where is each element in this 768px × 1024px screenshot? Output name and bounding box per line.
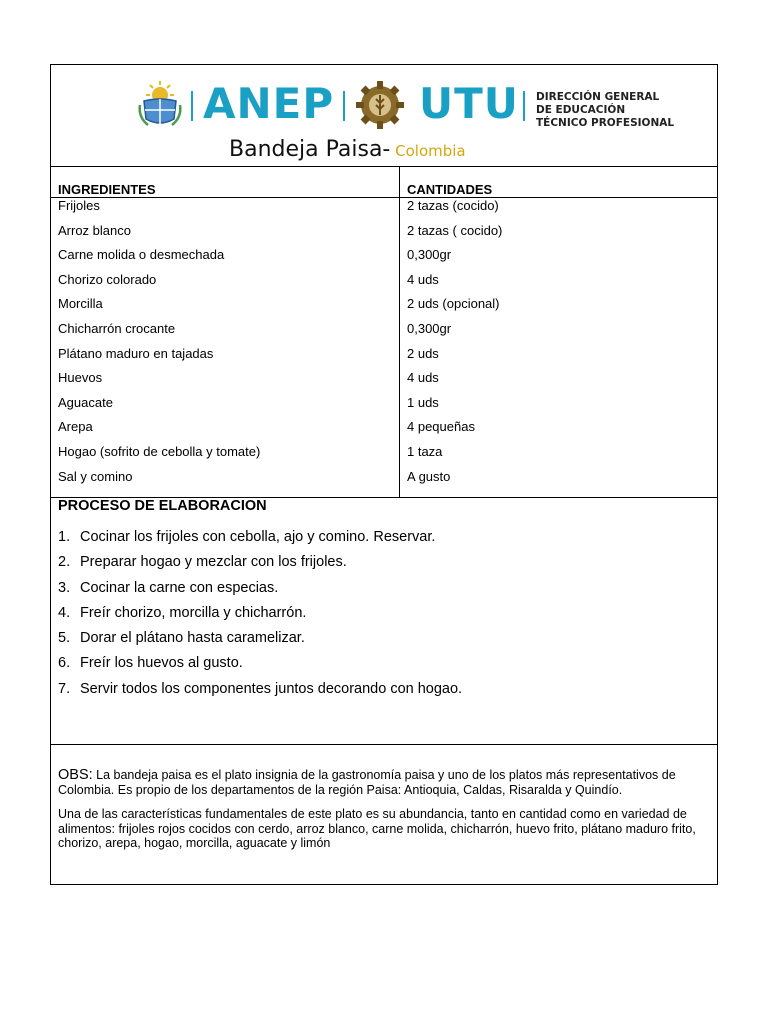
ingredient-row [51, 198, 717, 222]
ingredient-quantity: 2 uds (opcional) [407, 296, 500, 312]
step-text: Dorar el plátano hasta caramelizar. [80, 630, 305, 647]
ingredients-table [51, 166, 717, 498]
ingredient-row [51, 419, 717, 443]
step-text: Freír chorizo, morcilla y chicharrón. [80, 604, 307, 621]
logo-bar [136, 79, 676, 131]
obs-text: La bandeja paisa es el plato insignia de la gastronomía paisa y uno de los platos más representativos de Colombia. Es propio de los departamentos de la región Paisa: Antioquia, Caldas, Risaralda y Quindío. [58, 768, 676, 797]
ingredient-quantity: 2 uds [407, 345, 439, 361]
process-section [51, 497, 717, 745]
ingredient-row [51, 370, 717, 394]
ingredient-quantity: 2 tazas (cocido) [407, 198, 499, 213]
ingredient-quantity: A gusto [407, 468, 451, 484]
ingredient-name: Carne molida o desmechada [58, 247, 225, 263]
utu-logo-text: UTU [419, 79, 519, 128]
step-text: Freír los huevos al gusto. [80, 655, 243, 672]
ingredient-name: Arroz blanco [58, 222, 131, 238]
ingredients-header: INGREDIENTES [58, 182, 156, 197]
process-step [58, 655, 462, 680]
ingredient-name: Huevos [58, 370, 103, 386]
ingredient-row [51, 272, 717, 296]
ingredient-row [51, 395, 717, 419]
logo-separator [523, 91, 525, 121]
recipe-document [50, 64, 718, 885]
step-number: 5. [58, 630, 71, 647]
ingredient-name: Morcilla [58, 296, 103, 312]
recipe-country: Colombia [390, 142, 466, 160]
utu-emblem-icon [350, 79, 410, 131]
observation-paragraph: Una de las características fundamentales de este plato es su abundancia, tanto en cantidad como en variedad de alimentos: frijoles rojos cocidos con cerdo, arroz blanco, carne molida, chicharrón, huevo frito, plátano maduro frito, chorizo, arepa, hogao, morcilla, aguacate y limón [58, 807, 696, 850]
process-step [58, 605, 462, 630]
ingredient-quantity: 4 uds [407, 271, 439, 287]
logo-separator [343, 91, 345, 121]
institution-line: TÉCNICO PROFESIONAL [536, 117, 675, 129]
ingredient-quantity: 0,300gr [407, 321, 452, 336]
step-text: Preparar hogao y mezclar con los frijoles. [80, 554, 347, 571]
step-text: Cocinar los frijoles con cebolla, ajo y comino. Reservar. [80, 529, 436, 545]
step-number: 4. [58, 604, 71, 621]
ingredient-name: Frijoles [58, 198, 100, 213]
ingredient-name: Sal y comino [58, 468, 133, 484]
process-steps [58, 529, 462, 706]
observation-paragraph [58, 768, 708, 797]
ingredient-row [51, 223, 717, 247]
ingredient-row [51, 296, 717, 320]
ingredient-quantity: 0,300gr [407, 247, 452, 263]
ingredient-quantity: 4 uds [407, 370, 439, 386]
ingredient-name: Chicharrón crocante [58, 321, 176, 336]
ingredient-name: Hogao (sofrito de cebolla y tomate) [58, 444, 261, 459]
step-number: 3. [58, 579, 71, 596]
process-step [58, 681, 462, 706]
ingredient-row [51, 346, 717, 370]
process-step [58, 580, 462, 605]
ingredient-row [51, 321, 717, 345]
institution-name [536, 91, 674, 130]
ingredient-quantity: 1 uds [407, 394, 439, 410]
institution-line: DIRECCIÓN GENERAL [536, 91, 660, 103]
ingredient-row [51, 247, 717, 271]
ingredient-quantity: 1 taza [407, 444, 443, 459]
step-number: 7. [58, 680, 71, 697]
ingredient-name: Chorizo colorado [58, 271, 157, 287]
ingredient-row [51, 469, 717, 493]
recipe-title [229, 137, 466, 162]
document-header [51, 65, 717, 167]
anep-logo-text: ANEP [203, 79, 335, 128]
recipe-name: Bandeja Paisa- [229, 137, 391, 162]
institution-line: DE EDUCACIÓN [536, 104, 626, 116]
ingredient-name: Arepa [58, 419, 93, 435]
ingredient-name: Plátano maduro en tajadas [58, 345, 214, 361]
coat-of-arms-icon [136, 79, 184, 127]
ingredient-quantity: 2 tazas ( cocido) [407, 222, 503, 238]
logo-separator [191, 91, 193, 121]
process-step [58, 529, 462, 554]
obs-label: OBS: [58, 767, 93, 783]
process-title: PROCESO DE ELABORACION [58, 498, 267, 514]
ingredient-quantity: 4 pequeñas [407, 419, 475, 435]
observations [58, 768, 708, 861]
step-number: 2. [58, 554, 71, 571]
step-text: Cocinar la carne con especias. [80, 579, 279, 596]
quantities-header: CANTIDADES [407, 182, 493, 197]
process-step [58, 630, 462, 655]
step-number: 1. [58, 529, 71, 545]
step-number: 6. [58, 655, 71, 672]
ingredient-row [51, 444, 717, 468]
ingredient-name: Aguacate [58, 394, 113, 410]
step-text: Servir todos los componentes juntos decorando con hogao. [80, 680, 463, 697]
process-step [58, 554, 462, 579]
